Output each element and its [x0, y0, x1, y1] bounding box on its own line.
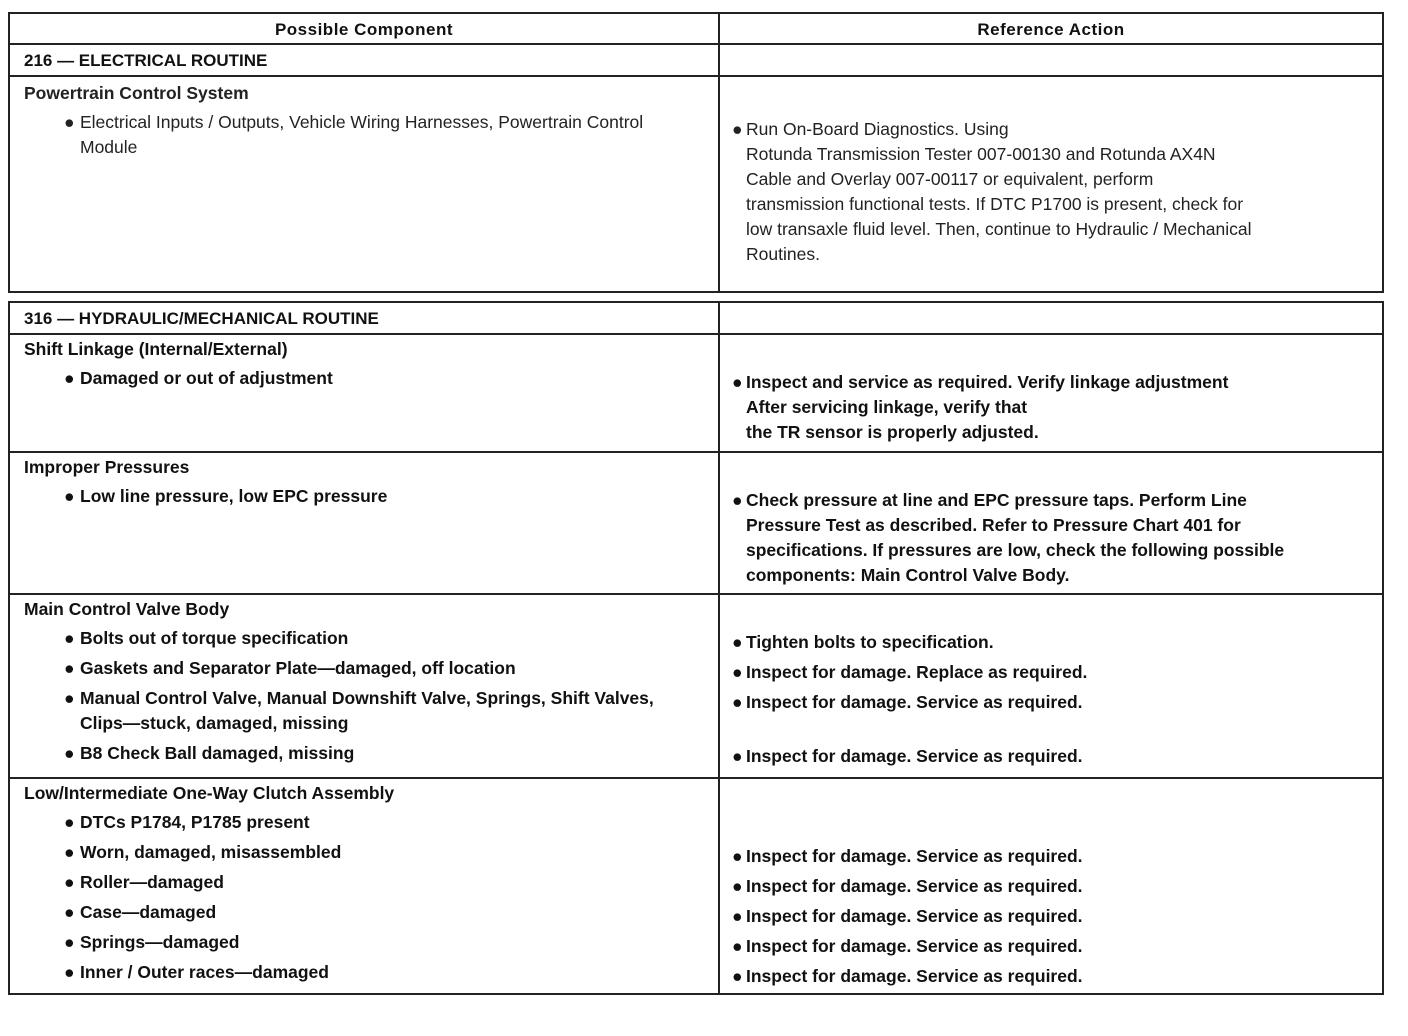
table-row — [8, 779, 1384, 995]
bullet-icon: ● — [64, 658, 75, 678]
list-item: ● Inspect for damage. Service as required. — [732, 844, 1368, 869]
list-item: ● Inspect for damage. Replace as required. — [732, 660, 1368, 685]
bullet-icon: ● — [732, 876, 743, 896]
list-item: ● Inspect for damage. Service as required. — [732, 744, 1368, 769]
list-item: ● Electrical Inputs / Outputs, Vehicle Wiring Harnesses, Powertrain Control Module — [64, 112, 644, 157]
bullet-icon: ● — [732, 846, 743, 866]
bullet-icon: ● — [732, 662, 743, 682]
bullet-icon: ● — [64, 932, 75, 952]
list-item: ● Inspect and service as required. Verify linkage adjustment After servicing linkage, verify that the TR sensor is properly adjusted. — [732, 372, 1229, 442]
table-row — [8, 77, 1384, 293]
component-title: Shift Linkage (Internal/External) — [24, 339, 288, 359]
list-item: ● Run On-Board Diagnostics. Using Rotunda Transmission Tester 007-00130 and Rotunda AX4N Cable and Overlay 007-00117 or equivalent, perform transmission functional tests. If DTC P1700 is present, check for low transaxle fluid level. Then, continue to Hydraulic / Mechanical Routines. — [732, 119, 1252, 264]
bullet-icon: ● — [64, 902, 75, 922]
bullet-icon: ● — [732, 632, 743, 652]
bullet-icon: ● — [64, 812, 75, 832]
list-item: ● Check pressure at line and EPC pressure taps. Perform Line Pressure Test as described. Refer to Pressure Chart 401 for specifications. If pressures are low, check the following possible components: Main Control Valve Body. — [732, 490, 1285, 585]
list-item: ● Inspect for damage. Service as required. — [732, 874, 1368, 899]
list-item: ● Manual Control Valve, Manual Downshift Valve, Springs, Shift Valves, Clips—stuck, damaged, missing — [64, 688, 654, 733]
list-item: ● B8 Check Ball damaged, missing — [24, 741, 704, 766]
routine-title-hydraulic: 316 — HYDRAULIC/MECHANICAL ROUTINE — [10, 303, 720, 333]
component-title: Improper Pressures — [24, 457, 190, 477]
bullet-icon: ● — [732, 692, 743, 712]
list-item: ● Damaged or out of adjustment — [24, 366, 704, 391]
routine-row-electrical — [8, 45, 1384, 77]
list-item: ● Inspect for damage. Service as required. — [732, 904, 1368, 929]
bullet-icon: ● — [64, 872, 75, 892]
component-title: Powertrain Control System — [24, 83, 249, 103]
bullet-icon: ● — [732, 906, 743, 926]
diagnostic-table — [8, 12, 1384, 995]
table-header — [8, 12, 1384, 45]
bullet-icon: ● — [64, 962, 75, 982]
table-row — [8, 335, 1384, 453]
bullet-icon: ● — [732, 936, 743, 956]
bullet-icon: ● — [64, 486, 75, 506]
bullet-icon: ● — [64, 743, 75, 763]
list-item: ● Case—damaged — [24, 900, 704, 925]
bullet-icon: ● — [64, 628, 75, 648]
bullet-icon: ● — [64, 368, 75, 388]
table-row — [8, 453, 1384, 595]
list-item: ● DTCs P1784, P1785 present — [24, 810, 704, 835]
header-reference-action: Reference Action — [977, 20, 1125, 39]
list-item: ● Springs—damaged — [24, 930, 704, 955]
list-item: ● Inspect for damage. Service as required. — [732, 964, 1368, 989]
routine-row-hydraulic — [8, 301, 1384, 335]
bullet-icon: ● — [732, 119, 743, 139]
list-item: ● Worn, damaged, misassembled — [24, 840, 704, 865]
list-item: ● Bolts out of torque specification — [24, 626, 704, 651]
bullet-icon: ● — [732, 746, 743, 766]
bullet-icon: ● — [732, 966, 743, 986]
list-item: ● Gaskets and Separator Plate—damaged, off location — [24, 656, 704, 681]
bullet-icon: ● — [64, 842, 75, 862]
bullet-icon: ● — [64, 688, 75, 708]
list-item: ● Roller—damaged — [24, 870, 704, 895]
bullet-icon: ● — [64, 112, 75, 132]
list-item: ● Low line pressure, low EPC pressure — [24, 484, 704, 509]
table-row — [8, 595, 1384, 779]
bullet-icon: ● — [732, 490, 743, 510]
list-item: ● Inspect for damage. Service as required. — [732, 934, 1368, 959]
list-item: ● Tighten bolts to specification. — [732, 630, 1368, 655]
list-item: ● Inspect for damage. Service as required. — [732, 690, 1368, 715]
component-title: Low/Intermediate One-Way Clutch Assembly — [24, 783, 395, 803]
header-possible-component: Possible Component — [10, 14, 720, 43]
routine-title-electrical: 216 — ELECTRICAL ROUTINE — [10, 45, 720, 75]
list-item: ● Inner / Outer races—damaged — [24, 960, 704, 985]
component-title: Main Control Valve Body — [24, 599, 230, 619]
bullet-icon: ● — [732, 372, 743, 392]
